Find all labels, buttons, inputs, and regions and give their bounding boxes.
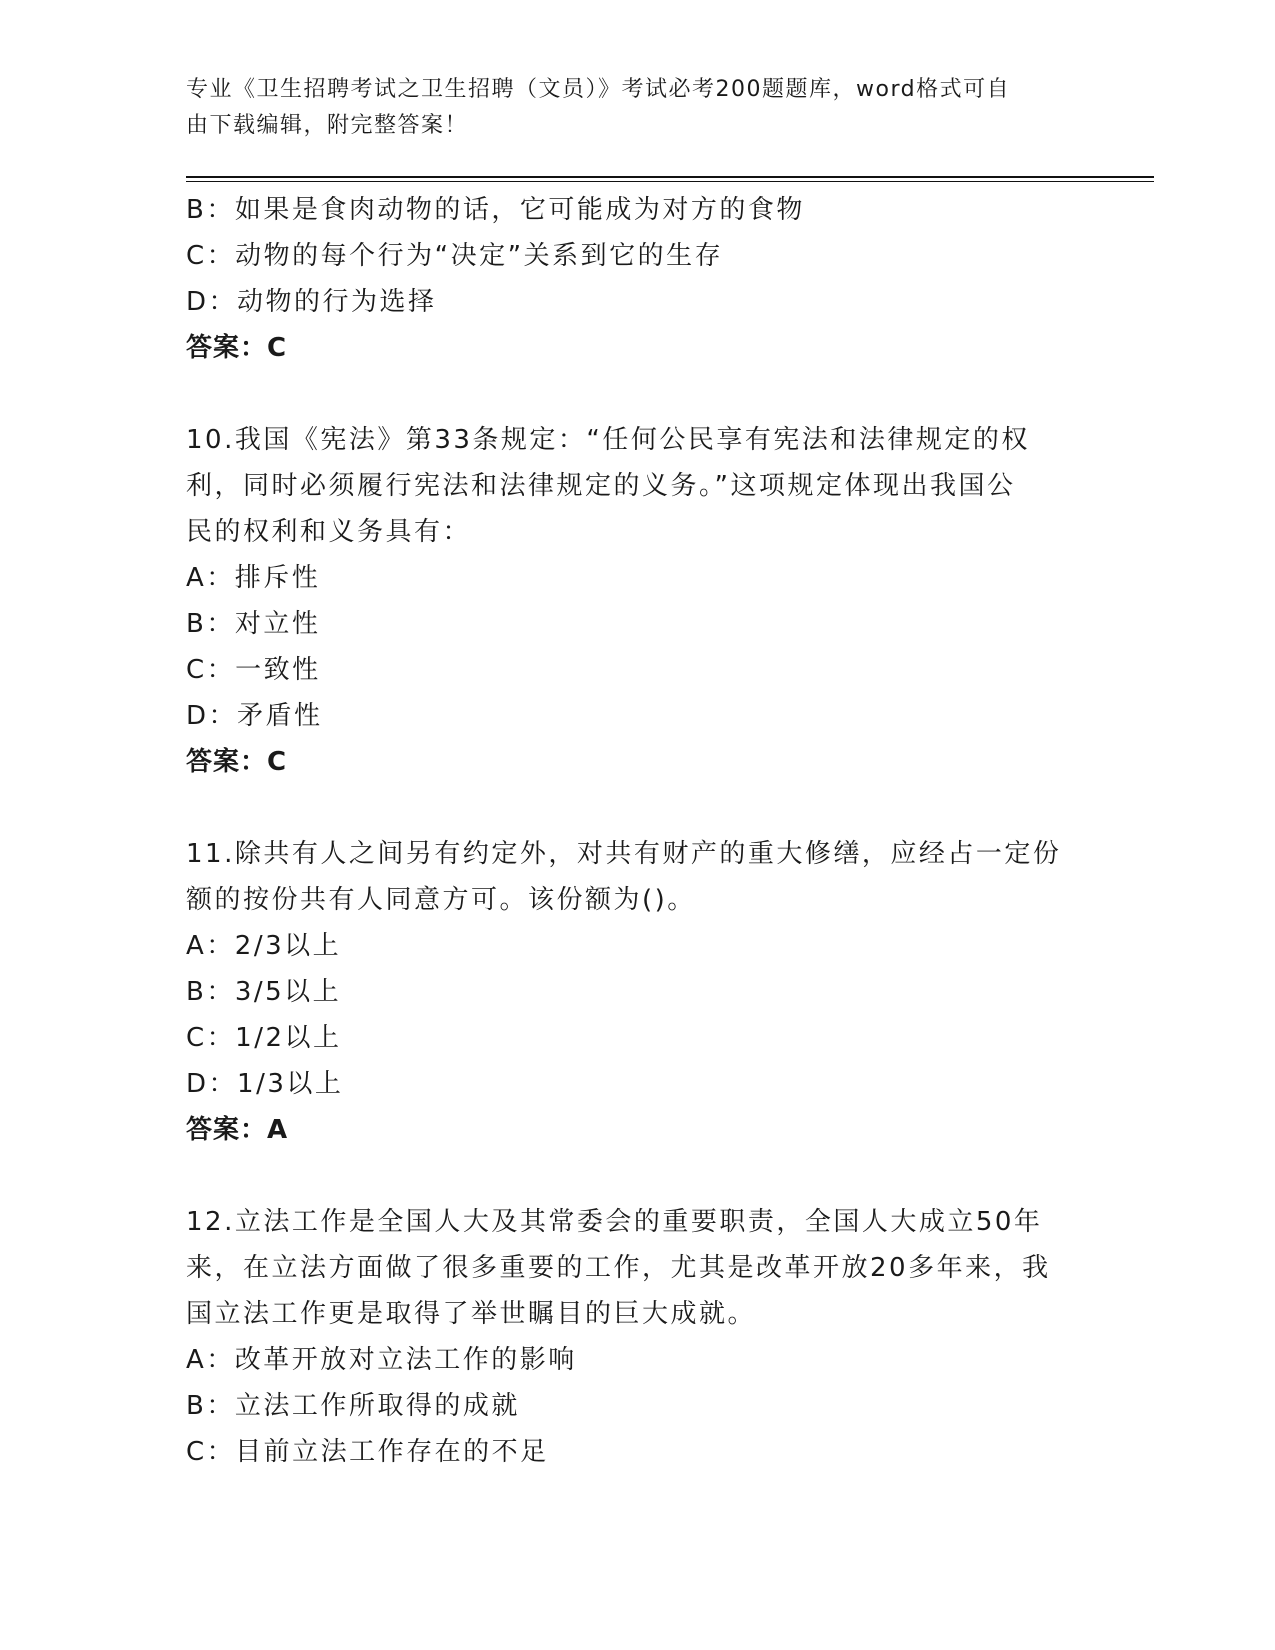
spacer — [186, 371, 1086, 417]
option-b: B：如果是食肉动物的话，它可能成为对方的食物 — [186, 195, 805, 225]
question-stem-line: 民的权利和义务具有： — [186, 517, 472, 547]
header-line-1: 专业《卫生招聘考试之卫生招聘（文员）》考试必考200题题库，word格式可自 — [186, 77, 1011, 102]
header-divider-thick — [186, 176, 1154, 178]
option-d: D：矛盾性 — [186, 701, 323, 731]
option-c: C：1/2以上 — [186, 1023, 342, 1053]
option-d: D：1/3以上 — [186, 1069, 344, 1099]
question-12 — [186, 1199, 1086, 1475]
question-stem-line: 11.除共有人之间另有约定外，对共有财产的重大修缮，应经占一定份 — [186, 839, 1062, 869]
option-c: C：目前立法工作存在的不足 — [186, 1437, 549, 1467]
answer: 答案：C — [186, 333, 288, 363]
option-c: C：一致性 — [186, 655, 321, 685]
question-stem-line: 来，在立法方面做了很多重要的工作，尤其是改革开放20多年来，我 — [186, 1253, 1051, 1283]
question-stem-line: 利，同时必须履行宪法和法律规定的义务。”这项规定体现出我国公 — [186, 471, 1016, 501]
option-c: C：动物的每个行为“决定”关系到它的生存 — [186, 241, 724, 271]
question-11 — [186, 831, 1086, 1153]
header-divider-thin — [186, 181, 1154, 182]
option-b: B：3/5以上 — [186, 977, 342, 1007]
option-a: A：改革开放对立法工作的影响 — [186, 1345, 577, 1375]
header-line-2: 由下载编辑，附完整答案！ — [186, 113, 469, 138]
document-header — [186, 72, 1066, 144]
option-b: B：立法工作所取得的成就 — [186, 1391, 520, 1421]
question-list — [186, 187, 1086, 1475]
question-stem-line: 额的按份共有人同意方可。该份额为()。 — [186, 885, 696, 915]
question-stem-line: 国立法工作更是取得了举世瞩目的巨大成就。 — [186, 1299, 757, 1329]
question-9 — [186, 187, 1086, 371]
question-stem-line: 10.我国《宪法》第33条规定：“任何公民享有宪法和法律规定的权 — [186, 425, 1030, 455]
option-d: D：动物的行为选择 — [186, 287, 437, 317]
option-b: B：对立性 — [186, 609, 321, 639]
spacer — [186, 1153, 1086, 1199]
answer: 答案：A — [186, 1115, 289, 1145]
option-a: A：2/3以上 — [186, 931, 342, 961]
spacer — [186, 785, 1086, 831]
question-10 — [186, 417, 1086, 785]
answer: 答案：C — [186, 747, 288, 777]
question-stem-line: 12.立法工作是全国人大及其常委会的重要职责，全国人大成立50年 — [186, 1207, 1043, 1237]
option-a: A：排斥性 — [186, 563, 321, 593]
